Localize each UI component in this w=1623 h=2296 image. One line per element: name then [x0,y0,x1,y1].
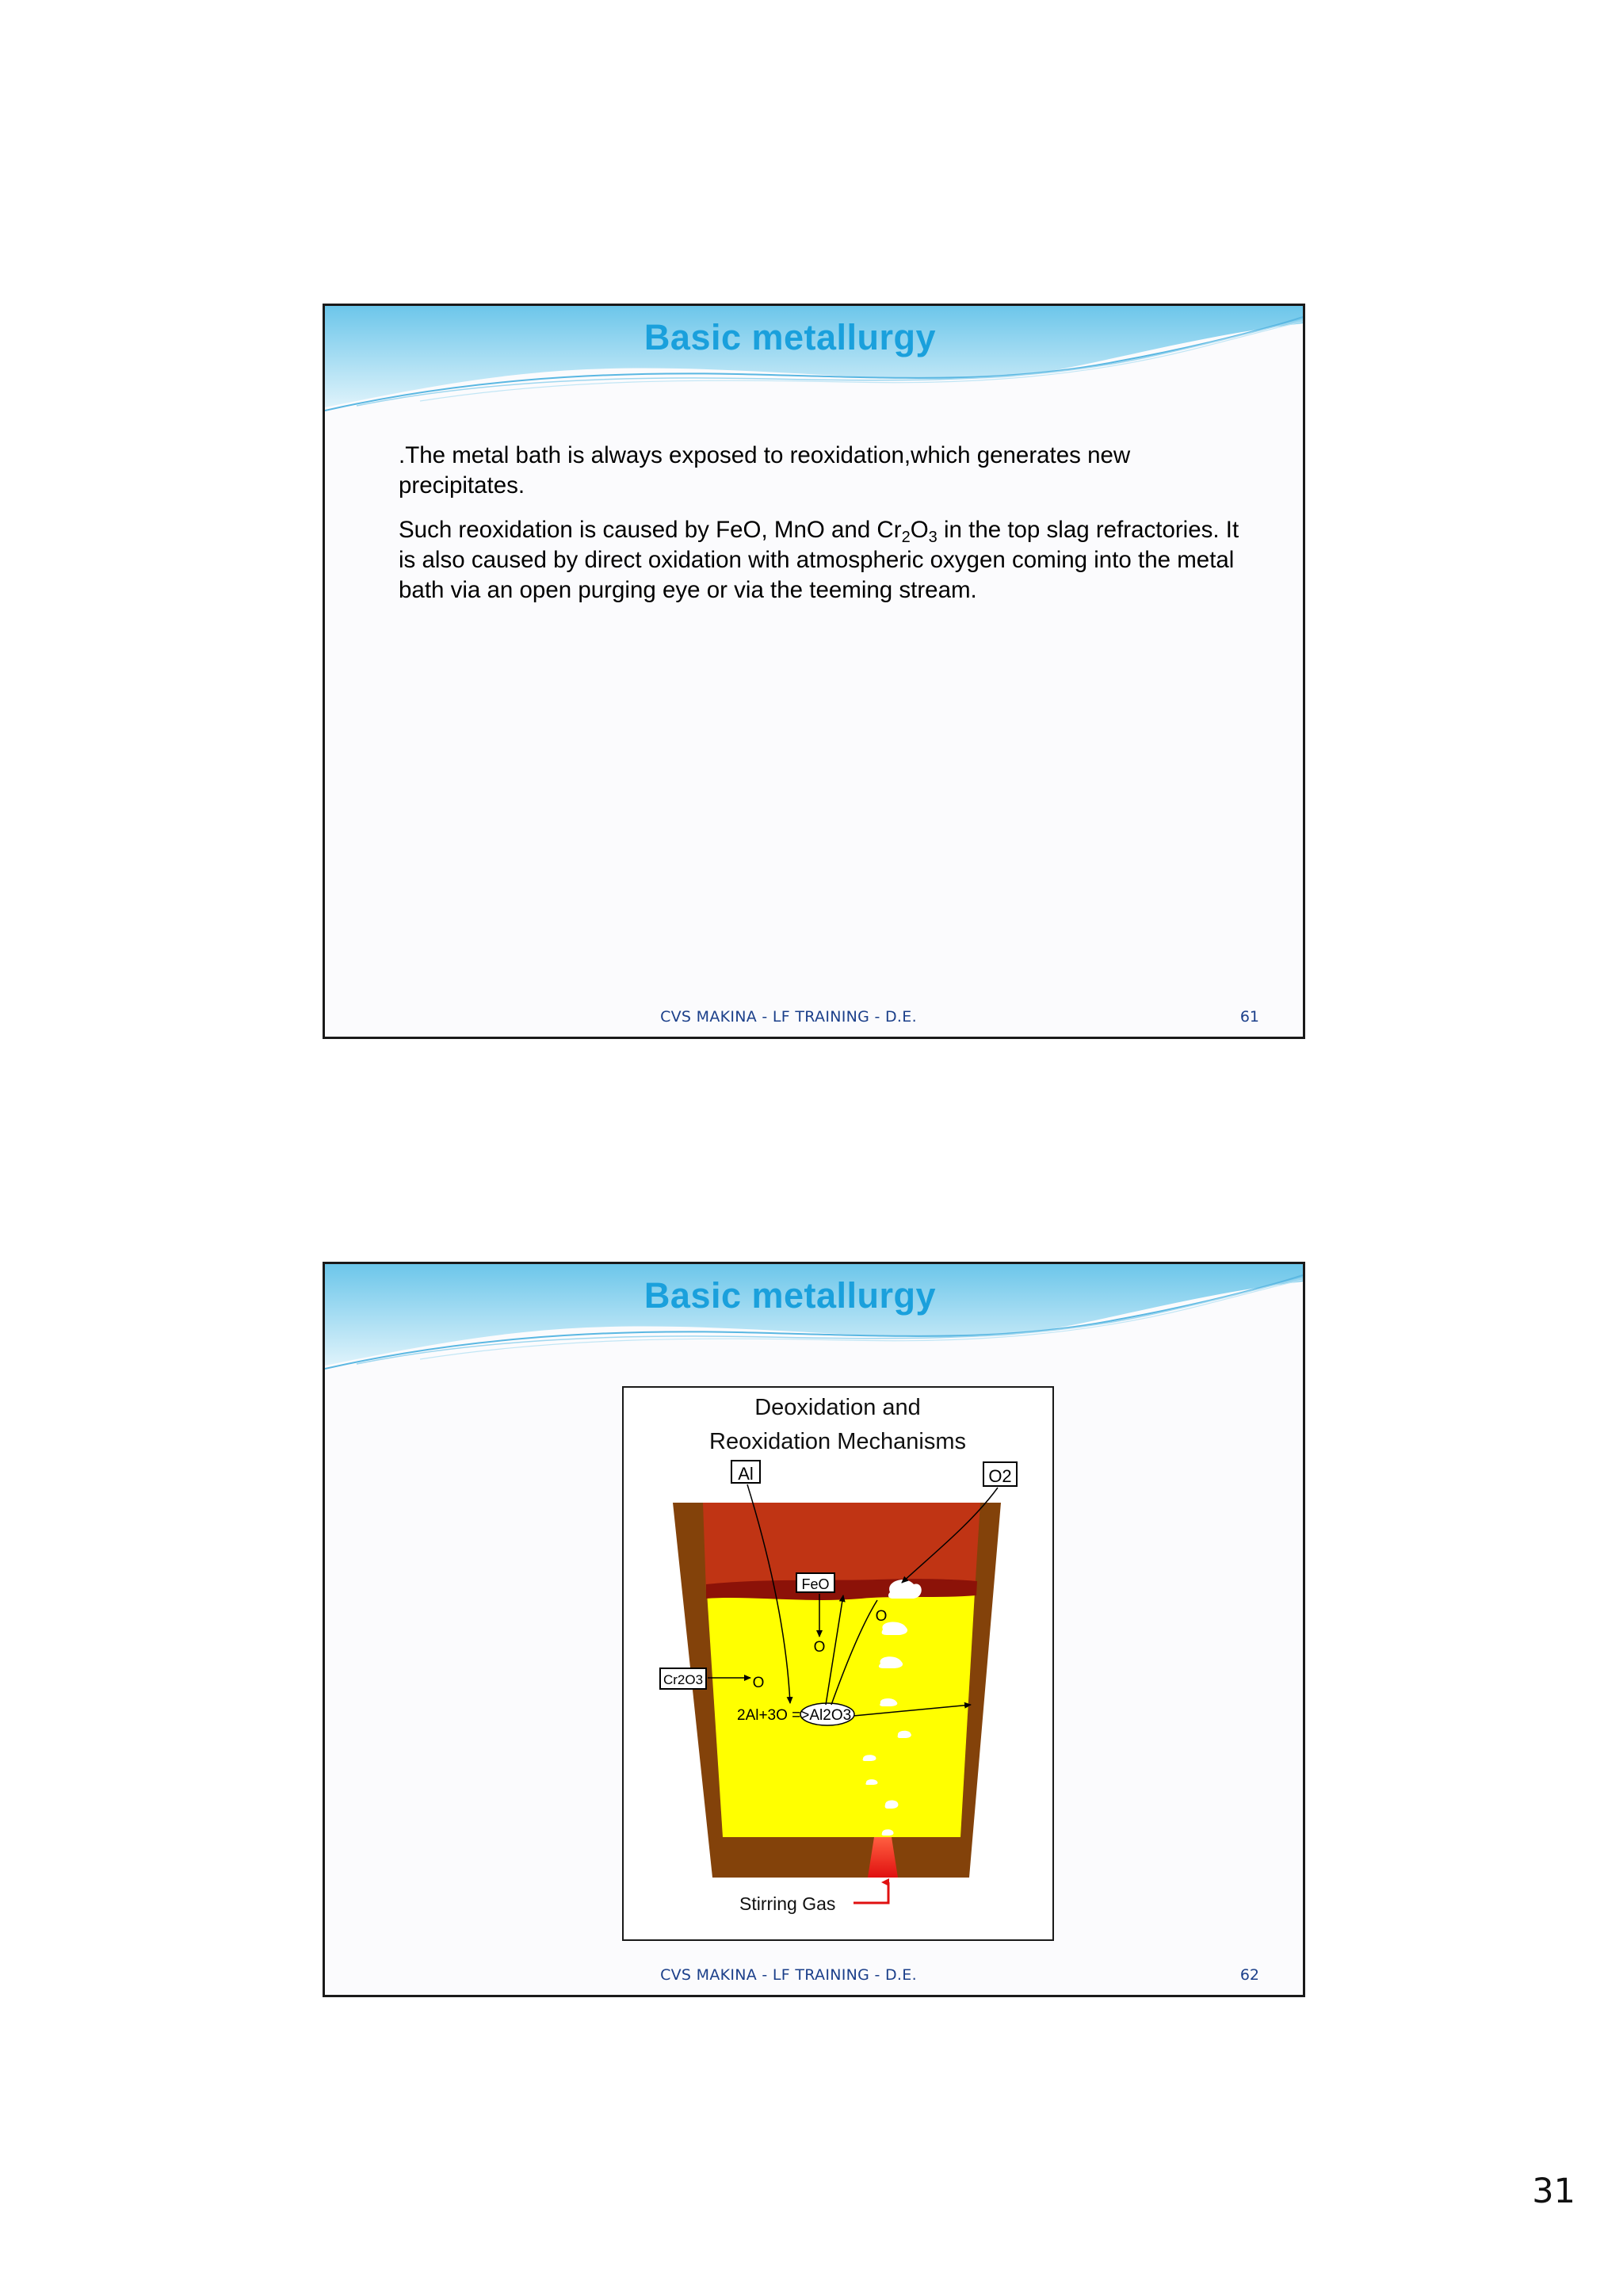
cr2o3-label: Cr2O3 [663,1672,704,1687]
oxygen-label-3: O [752,1675,765,1691]
slide-number: 61 [1239,1008,1259,1026]
slide-title: Basic metallurgy [643,1275,937,1316]
feo-label: FeO [801,1576,830,1592]
body-paragraph-2: Such reoxidation is caused by FeO, MnO and $Cr_2O_3$ in the top slag refractories. It is also caused by direct oxidation with atmospheric oxygen coming into the metal bath via an open purging eye or via the teeming stream. [399,517,1239,603]
body-paragraph-1: .The metal bath is always exposed to reoxidation,which generates new precipitates. [399,442,1131,499]
diagram-title-line2: Reoxidation Mechanisms [709,1429,966,1454]
slide-footer: CVS MAKINA - LF TRAINING - D.E. [660,1008,917,1026]
deoxidation-diagram [622,1386,1054,1941]
slide-number: 62 [1239,1966,1259,1984]
o2-label: O2 [988,1466,1012,1486]
slag-layer [703,1503,980,1592]
oxygen-label-2: O [813,1639,826,1656]
reaction-label: 2Al+3O =>Al2O3 [737,1707,852,1724]
oxygen-label-1: O [875,1608,888,1625]
slide-title: Basic metallurgy [643,317,937,357]
stirring-gas-label: Stirring Gas [739,1893,836,1914]
ladle-diagram [624,1388,1052,1939]
page-number: 31 [1532,2172,1575,2211]
al-label: Al [738,1464,754,1484]
slide-62 [323,1262,1305,1997]
slide-61 [323,304,1305,1039]
slide-footer: CVS MAKINA - LF TRAINING - D.E. [660,1966,917,1984]
diagram-title-line1: Deoxidation and [754,1395,921,1420]
slide-body-text [399,441,1247,620]
stirring-gas-arrow [854,1882,888,1903]
